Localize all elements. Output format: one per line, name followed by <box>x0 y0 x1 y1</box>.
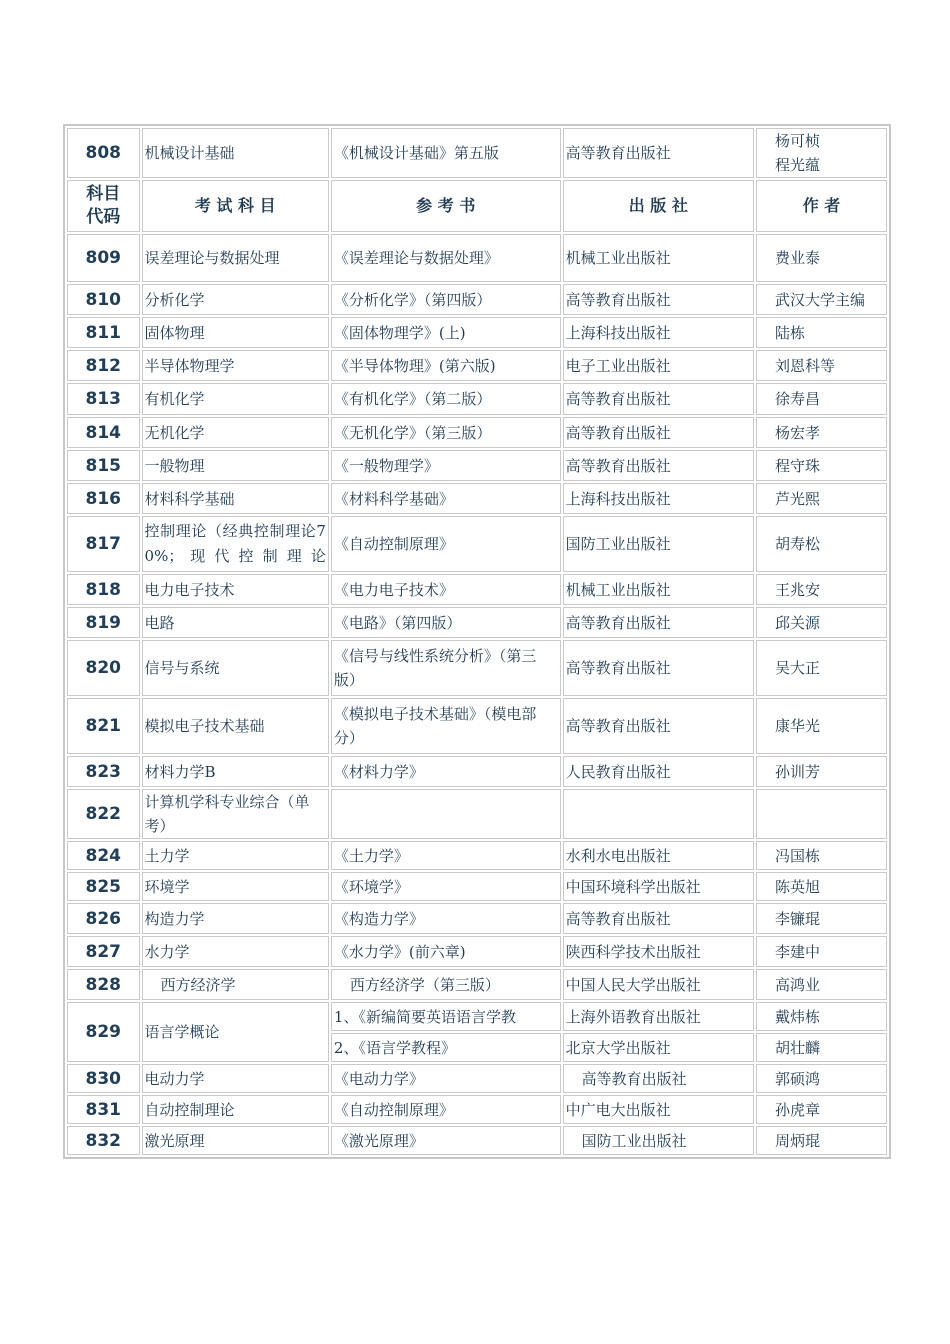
subject-code: 831 <box>67 1095 140 1124</box>
header-subject: 考 试 科 目 <box>142 180 329 232</box>
author: 费业泰 <box>756 234 887 282</box>
publisher: 高等教育出版社 <box>563 1064 754 1093</box>
subject-code: 816 <box>67 483 140 514</box>
author: 冯国栋 <box>756 841 887 870</box>
subject-table <box>65 126 889 1157</box>
table-row <box>67 756 887 787</box>
author-line: 程光蕴 <box>775 156 821 174</box>
author: 康华光 <box>756 698 887 754</box>
subject-name: 电动力学 <box>142 1064 329 1093</box>
table-row <box>67 607 887 638</box>
reference-book: 《材料科学基础》 <box>331 483 561 514</box>
subject-code: 815 <box>67 450 140 481</box>
publisher: 高等教育出版社 <box>563 128 754 178</box>
publisher: 机械工业出版社 <box>563 234 754 282</box>
header-book: 参 考 书 <box>331 180 561 232</box>
publisher: 电子工业出版社 <box>563 350 754 381</box>
publisher: 水利水电出版社 <box>563 841 754 870</box>
reference-book: 《半导体物理》(第六版) <box>331 350 561 381</box>
subject-name: 环境学 <box>142 872 329 901</box>
author: 周炳琨 <box>756 1126 887 1155</box>
publisher: 高等教育出版社 <box>563 698 754 754</box>
reference-book: 《环境学》 <box>331 872 561 901</box>
subject-name: 材料力学B <box>142 756 329 787</box>
subject-code: 811 <box>67 317 140 348</box>
table-row <box>67 234 887 282</box>
subject-name: 水力学 <box>142 936 329 967</box>
header-code-line: 代码 <box>86 207 121 227</box>
reference-book: 《电路》（第四版） <box>331 607 561 638</box>
table-row <box>67 903 887 934</box>
reference-book: 《构造力学》 <box>331 903 561 934</box>
publisher: 上海科技出版社 <box>563 483 754 514</box>
author: 胡寿松 <box>756 516 887 572</box>
reference-book: 《误差理论与数据处理》 <box>331 234 561 282</box>
subject-name: 材料科学基础 <box>142 483 329 514</box>
publisher: 国防工业出版社 <box>563 516 754 572</box>
author: 程守珠 <box>756 450 887 481</box>
subject-code: 824 <box>67 841 140 870</box>
publisher: 北京大学出版社 <box>563 1033 754 1062</box>
reference-book: 《激光原理》 <box>331 1126 561 1155</box>
reference-book: 《信号与线性系统分析》（第三版） <box>331 640 561 696</box>
header-code <box>67 180 140 232</box>
subject-name: 误差理论与数据处理 <box>142 234 329 282</box>
subject-name: 一般物理 <box>142 450 329 481</box>
reference-book: 《材料力学》 <box>331 756 561 787</box>
subject-code: 821 <box>67 698 140 754</box>
author: 李建中 <box>756 936 887 967</box>
publisher: 高等教育出版社 <box>563 640 754 696</box>
reference-book <box>331 789 561 839</box>
publisher: 上海科技出版社 <box>563 317 754 348</box>
subject-code: 826 <box>67 903 140 934</box>
subject-code: 809 <box>67 234 140 282</box>
table-row <box>67 574 887 605</box>
reference-book: 《分析化学》（第四版） <box>331 284 561 315</box>
subject-name: 电路 <box>142 607 329 638</box>
subject-code: 812 <box>67 350 140 381</box>
subject-name: 土力学 <box>142 841 329 870</box>
reference-book: 《水力学》(前六章) <box>331 936 561 967</box>
reference-book: 《机械设计基础》第五版 <box>331 128 561 178</box>
publisher: 高等教育出版社 <box>563 903 754 934</box>
table-row <box>67 872 887 901</box>
author: 刘恩科等 <box>756 350 887 381</box>
subject-code: 819 <box>67 607 140 638</box>
publisher: 中国环境科学出版社 <box>563 872 754 901</box>
author: 武汉大学主编 <box>756 284 887 315</box>
author: 徐寿昌 <box>756 383 887 415</box>
table-row <box>67 640 887 696</box>
author: 高鸿业 <box>756 969 887 1000</box>
reference-book: 《自动控制原理》 <box>331 1095 561 1124</box>
subject-name: 分析化学 <box>142 284 329 315</box>
table-row <box>67 284 887 315</box>
publisher: 人民教育出版社 <box>563 756 754 787</box>
author: 吴大正 <box>756 640 887 696</box>
publisher: 高等教育出版社 <box>563 417 754 448</box>
publisher <box>563 789 754 839</box>
subject-name: 固体物理 <box>142 317 329 348</box>
author: 戴炜栋 <box>756 1002 887 1031</box>
publisher: 机械工业出版社 <box>563 574 754 605</box>
subject-name: 构造力学 <box>142 903 329 934</box>
table-row <box>67 1002 887 1031</box>
subject-code: 830 <box>67 1064 140 1093</box>
subject-name: 语言学概论 <box>142 1002 329 1062</box>
author <box>756 789 887 839</box>
table-row <box>67 383 887 415</box>
publisher: 高等教育出版社 <box>563 383 754 415</box>
table-row <box>67 128 887 178</box>
subject-code: 813 <box>67 383 140 415</box>
author: 李镰琨 <box>756 903 887 934</box>
subject-code: 817 <box>67 516 140 572</box>
subject-name: 控制理论（经典控制理论70%； 现 代 控 制 理 论 <box>142 516 329 572</box>
subject-code: 825 <box>67 872 140 901</box>
reference-book: 《有机化学》（第二版） <box>331 383 561 415</box>
author: 孙虎章 <box>756 1095 887 1124</box>
table-row <box>67 417 887 448</box>
author: 王兆安 <box>756 574 887 605</box>
author: 陆栋 <box>756 317 887 348</box>
reference-book: 西方经济学（第三版） <box>331 969 561 1000</box>
subject-name: 有机化学 <box>142 383 329 415</box>
reference-book: 《模拟电子技术基础》（模电部分） <box>331 698 561 754</box>
subject-name: 计算机学科专业综合（单考） <box>142 789 329 839</box>
publisher: 陕西科学技术出版社 <box>563 936 754 967</box>
reference-book: 《一般物理学》 <box>331 450 561 481</box>
table-row <box>67 450 887 481</box>
table-row <box>67 350 887 381</box>
reference-book: 1、《新编简要英语语言学教 <box>331 1002 561 1031</box>
table-row <box>67 936 887 967</box>
subject-name: 自动控制理论 <box>142 1095 329 1124</box>
reference-book: 《自动控制原理》 <box>331 516 561 572</box>
publisher: 上海外语教育出版社 <box>563 1002 754 1031</box>
publisher: 国防工业出版社 <box>563 1126 754 1155</box>
reference-book: 《电力电子技术》 <box>331 574 561 605</box>
subject-code: 808 <box>67 128 140 178</box>
author: 邱关源 <box>756 607 887 638</box>
author: 芦光熙 <box>756 483 887 514</box>
author: 胡壮麟 <box>756 1033 887 1062</box>
table-row <box>67 317 887 348</box>
header-code-line: 科目 <box>86 184 121 204</box>
reference-book: 《电动力学》 <box>331 1064 561 1093</box>
subject-code: 828 <box>67 969 140 1000</box>
subject-code: 827 <box>67 936 140 967</box>
publisher: 高等教育出版社 <box>563 450 754 481</box>
table-row <box>67 969 887 1000</box>
subject-code: 823 <box>67 756 140 787</box>
header-publisher: 出 版 社 <box>563 180 754 232</box>
table-row <box>67 789 887 839</box>
table-row <box>67 516 887 572</box>
subject-code: 832 <box>67 1126 140 1155</box>
publisher: 高等教育出版社 <box>563 284 754 315</box>
subject-name: 西方经济学 <box>142 969 329 1000</box>
header-author: 作 者 <box>756 180 887 232</box>
subject-code: 822 <box>67 789 140 839</box>
subject-name: 激光原理 <box>142 1126 329 1155</box>
publisher: 中广电大出版社 <box>563 1095 754 1124</box>
reference-book: 《土力学》 <box>331 841 561 870</box>
author: 郭硕鸿 <box>756 1064 887 1093</box>
publisher: 中国人民大学出版社 <box>563 969 754 1000</box>
reference-book: 2、《语言学教程》 <box>331 1033 561 1062</box>
subject-name: 模拟电子技术基础 <box>142 698 329 754</box>
subject-code: 818 <box>67 574 140 605</box>
table-row <box>67 841 887 870</box>
subject-name: 半导体物理学 <box>142 350 329 381</box>
author-line: 杨可桢 <box>775 132 821 150</box>
author: 杨宏孝 <box>756 417 887 448</box>
table-row <box>67 1126 887 1155</box>
reference-book: 《无机化学》（第三版） <box>331 417 561 448</box>
table-row <box>67 1064 887 1093</box>
reference-book: 《固体物理学》(上) <box>331 317 561 348</box>
table-row <box>67 698 887 754</box>
subject-name: 机械设计基础 <box>142 128 329 178</box>
subject-name: 无机化学 <box>142 417 329 448</box>
subject-code: 814 <box>67 417 140 448</box>
author <box>756 128 887 178</box>
table-row <box>67 483 887 514</box>
subject-code: 820 <box>67 640 140 696</box>
table-row <box>67 1095 887 1124</box>
author: 陈英旭 <box>756 872 887 901</box>
subject-code: 810 <box>67 284 140 315</box>
exam-reference-table <box>63 124 891 1159</box>
publisher: 高等教育出版社 <box>563 607 754 638</box>
author: 孙训芳 <box>756 756 887 787</box>
header-row <box>67 180 887 232</box>
subject-name: 电力电子技术 <box>142 574 329 605</box>
subject-code: 829 <box>67 1002 140 1062</box>
subject-name: 信号与系统 <box>142 640 329 696</box>
